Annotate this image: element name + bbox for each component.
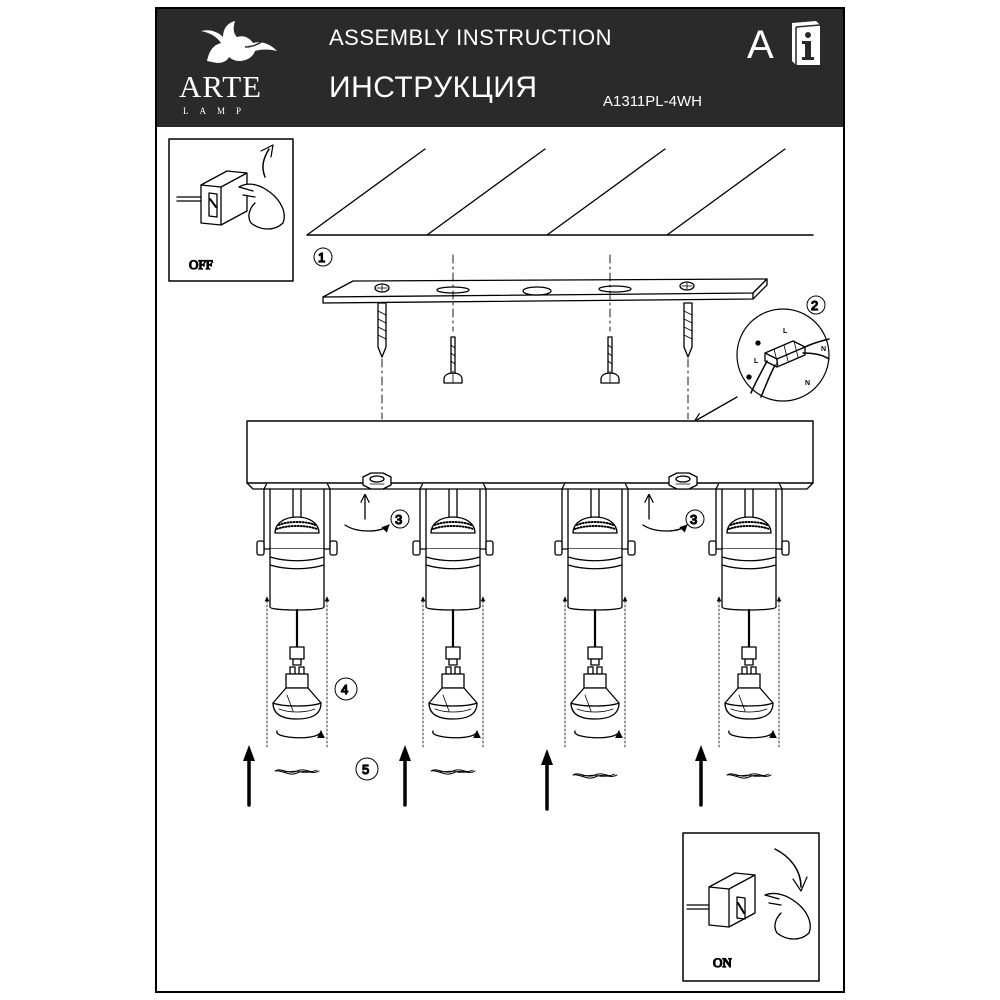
- griffin-logo-icon: [187, 17, 283, 67]
- snap-ring-4: [727, 774, 771, 778]
- guide-arrows: [267, 597, 779, 747]
- neutral-wire-label-bottom: N: [805, 380, 811, 387]
- step-1-label: 1: [318, 250, 326, 265]
- fixture-base: [247, 421, 813, 489]
- live-wire-label-bottom: L: [754, 358, 759, 365]
- step-2-label: 2: [811, 298, 819, 313]
- switch-on-label: ON: [713, 955, 732, 970]
- push-arrow-3: [541, 749, 553, 809]
- snap-ring-3: [573, 774, 617, 778]
- section-letter: A: [747, 23, 774, 67]
- snap-ring-1: [275, 770, 319, 774]
- instruction-sheet: [155, 7, 845, 993]
- spotlight-3: [555, 483, 635, 665]
- mounting-bracket: [323, 279, 767, 303]
- title-english: ASSEMBLY INSTRUCTION: [329, 25, 613, 50]
- step-5-label: 5: [362, 762, 370, 777]
- snap-ring-2: [431, 770, 475, 774]
- spotlight-4: [709, 483, 789, 665]
- assembly-diagram: [157, 127, 843, 991]
- live-wire-label-top: L: [783, 328, 788, 335]
- gu10-bulb-1: [273, 667, 321, 719]
- header-bar: [157, 9, 843, 127]
- brand-subtitle: LAMP: [183, 106, 253, 116]
- step-3-label-right: 3: [690, 512, 698, 527]
- spotlight-2: [413, 483, 493, 665]
- gu10-bulb-3: [571, 667, 619, 719]
- switch-off-label: OFF: [189, 257, 213, 272]
- gu10-bulb-2: [429, 667, 477, 719]
- wiring-terminal-detail: [737, 309, 829, 401]
- push-arrow-2: [399, 745, 411, 805]
- info-book-icon: [789, 19, 823, 67]
- model-number: A1311PL-4WH: [603, 93, 702, 110]
- twist-arrows: [277, 731, 773, 738]
- ceiling: [307, 149, 813, 235]
- step-4-label: 4: [341, 682, 349, 697]
- brand-name: ARTE: [179, 69, 263, 104]
- title-russian: ИНСТРУКЦИЯ: [329, 71, 538, 104]
- push-arrow-4: [695, 745, 707, 805]
- switch-off-panel: [169, 139, 293, 281]
- step-3-label-left: 3: [395, 512, 403, 527]
- fixing-screws: [378, 303, 692, 383]
- switch-on-panel: [683, 833, 819, 981]
- neutral-wire-label-top: N: [821, 346, 827, 353]
- push-arrow-1: [243, 745, 255, 805]
- gu10-bulb-4: [725, 667, 773, 719]
- spotlight-1: [257, 483, 337, 665]
